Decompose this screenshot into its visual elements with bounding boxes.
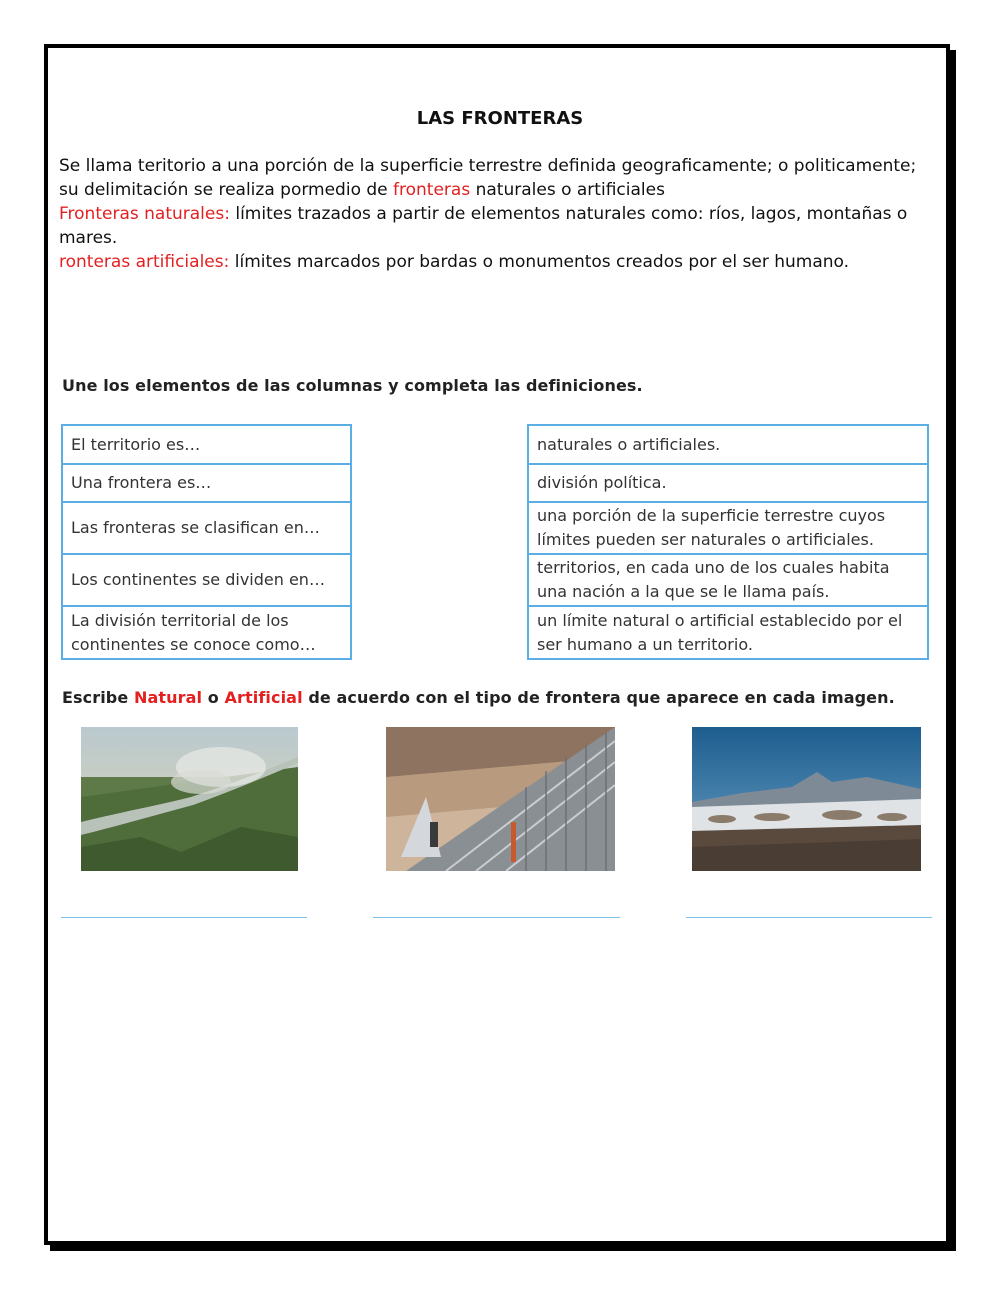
left-column <box>61 424 352 660</box>
river-landscape-image <box>81 727 298 871</box>
right-item[interactable]: un límite natural o artificial establecido por el ser humano a un territorio. <box>537 610 903 654</box>
border-wall-image <box>386 727 615 871</box>
instruction-match: Une los elementos de las columnas y completa las definiciones. <box>62 376 643 395</box>
intro-paragraph-artificial: ronteras artificiales: límites marcados por bardas o monumentos creados por el ser humano. <box>59 252 850 272</box>
right-item[interactable]: territorios, en cada uno de los cuales habita una nación a la que se le llama país. <box>529 555 927 607</box>
right-item[interactable]: división política. <box>529 465 927 503</box>
left-item[interactable]: Las fronteras se clasifican en… <box>63 503 350 555</box>
right-item[interactable]: naturales o artificiales. <box>529 426 927 465</box>
left-item[interactable]: Los continentes se dividen en… <box>63 555 350 607</box>
left-item[interactable]: Una frontera es… <box>63 465 350 503</box>
instruction-images: Escribe Natural o Artificial de acuerdo con el tipo de frontera que aparece en cada imagen. <box>62 688 895 707</box>
answer-line-3[interactable] <box>686 917 932 918</box>
left-item[interactable]: La división territorial de los continentes se conoce como… <box>71 610 316 654</box>
intro-paragraph-natural: Fronteras naturales: límites trazados a partir de elementos naturales como: ríos, lagos, montañas o mares. <box>59 204 908 248</box>
mountain-landscape-image <box>692 727 921 871</box>
answer-line-2[interactable] <box>373 917 620 918</box>
right-column <box>527 424 929 660</box>
left-item[interactable]: El territorio es… <box>63 426 350 465</box>
page-title: LAS FRONTERAS <box>416 108 584 129</box>
intro-paragraph-territory: Se llama teritorio a una porción de la superficie terrestre definida geograficamente; o politicamente; su delimitación se realiza pormedio de fronteras naturales o artificiales <box>59 156 917 200</box>
answer-line-1[interactable] <box>61 917 307 918</box>
intro-text <box>59 154 939 274</box>
right-item[interactable]: una porción de la superficie terrestre cuyos límites pueden ser naturales o artificiales. <box>529 503 927 555</box>
